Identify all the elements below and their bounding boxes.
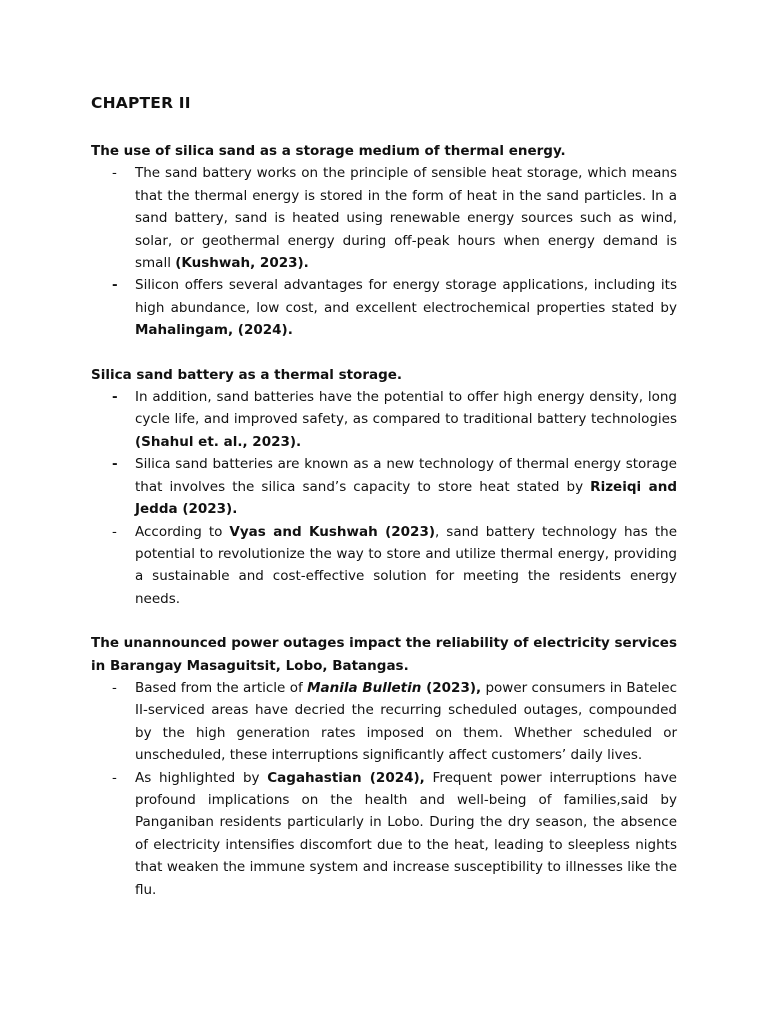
bullet-marker: - (112, 523, 117, 540)
body-text: Silicon offers several advantages for energy storage applications, including its high abundance, low cost, and excellent electrochemical properties stated by (135, 277, 677, 316)
citation-text: Manila Bulletin (307, 679, 422, 696)
list-item (91, 767, 677, 901)
section (91, 140, 677, 342)
citation-text: Cagahastian (2024), (267, 769, 425, 786)
section-title: The unannounced power outages impact the reliability of electricity services in Barangay Masaguitsit, Lobo, Batangas. (91, 635, 677, 674)
bullet-list (91, 677, 677, 901)
chapter-heading: CHAPTER II (91, 94, 191, 112)
bullet-list (91, 386, 677, 610)
list-item (91, 453, 677, 520)
section-title: The use of silica sand as a storage medium of thermal energy. (91, 143, 566, 159)
bullet-marker: - (112, 389, 118, 406)
list-item (91, 162, 677, 274)
bullet-list (91, 162, 677, 341)
bullet-marker: - (112, 456, 118, 473)
section-title: Silica sand battery as a thermal storage. (91, 366, 403, 383)
list-item (91, 521, 677, 611)
sections-container (91, 140, 677, 901)
bullet-marker: - (112, 165, 117, 182)
body-text: , sand battery technology has the potential to revolutionize the way to store and utilize thermal energy, providing a sustainable and cost-effective solution for meeting the residents energy needs. (135, 523, 677, 607)
body-text: According to (135, 523, 230, 540)
body-text: power consumers in Batelec II-serviced areas have decried the recurring scheduled outages, compounded by the high generation rates imposed on them. Whether scheduled or unscheduled, these interruptions significantly affect customers’ daily lives. (135, 679, 677, 764)
body-text: The sand battery works on the principle of sensible heat storage, which means that the thermal energy is stored in the form of heat in the sand particles. In a sand battery, sand is heated using renewable energy sources such as wind, solar, or geothermal energy during off-peak hours when energy demand is small (135, 165, 677, 272)
citation-text: Mahalingam, (2024). (135, 322, 293, 339)
bullet-marker: - (112, 277, 118, 294)
list-item (91, 677, 677, 767)
list-item (91, 386, 677, 453)
citation-text: (Kushwah, 2023). (175, 255, 309, 272)
citation-text: Rizeiqi and Jedda (2023). (135, 478, 677, 518)
body-text: In addition, sand batteries have the potential to offer high energy density, long cycle life, and improved safety, as compared to traditional battery technologies (135, 389, 677, 428)
list-item (91, 274, 677, 341)
body-text: As highlighted by (135, 769, 268, 786)
body-text: Silica sand batteries are known as a new technology of thermal energy storage that involves the silica sand’s capacity to store heat stated by (135, 456, 677, 495)
body-text: Based from the article of (135, 679, 308, 696)
citation-text: Vyas and Kushwah (2023) (229, 523, 436, 540)
body-text: Frequent power interruptions have profound implications on the health and well-being of families,said by Panganiban residents particularly in Lobo. During the dry season, the absence of electricity intensifies discomfort due to the heat, leading to sleepless nights that weaken the immune system and increase susceptibility to illnesses like the flu. (135, 769, 677, 898)
citation-text: (2023), (421, 679, 482, 696)
bullet-marker: - (112, 769, 117, 786)
bullet-marker: - (112, 679, 117, 696)
section (91, 364, 677, 610)
section (91, 632, 677, 901)
citation-text: (Shahul et. al., 2023). (135, 433, 302, 450)
